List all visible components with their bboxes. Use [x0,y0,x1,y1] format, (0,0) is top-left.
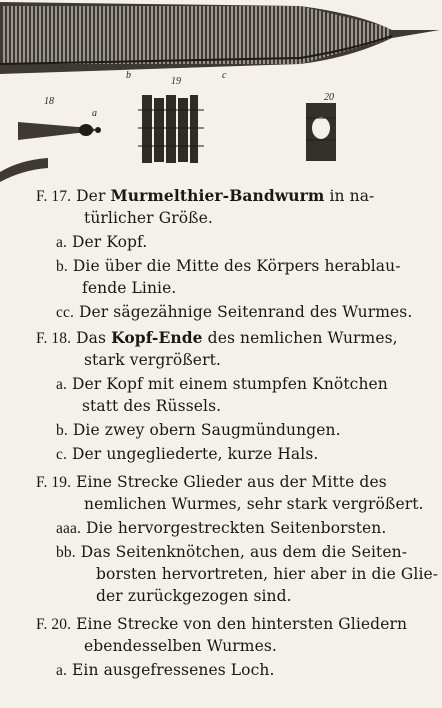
entry-continuation: nemlichen Wurmes, sehr stark vergrößert. [84,495,424,513]
item-continuation: der zurückgezogen sind. [96,587,292,605]
worm-fragment [0,158,48,182]
entry-header: F. 19. Eine Strecke Glieder aus der Mitte des [36,473,387,491]
segment-strip-figure [138,95,204,163]
entry-continuation: stark vergrößert. [84,351,221,369]
item-row: a. Der Kopf. [56,233,148,251]
entry-header: F. 17. Der Murmelthier-Bandwurm in na- [36,186,375,205]
item-continuation: borsten hervortreten, hier aber in die Glie- [96,565,439,583]
item-row: b. Die zwey obern Saugmündungen. [56,421,341,439]
plate-label-a: a [92,108,97,119]
plate-label-c: c [222,70,227,81]
entry-continuation: ebendesselben Wurmes. [84,637,277,655]
item-row: cc. Der sägezähnige Seitenrand des Wurmes. [56,303,413,321]
item-continuation: statt des Rüssels. [82,397,222,415]
item-row: b. Die über die Mitte des Körpers herablau- [56,257,401,275]
item-row: c. Der ungegliederte, kurze Hals. [56,445,319,463]
plate-label-fig18: 18 [44,96,54,107]
species-name: Kopf-Ende [111,328,203,347]
entry-header: F. 20. Eine Strecke von den hintersten Gliedern [36,615,408,633]
engraving-plate [0,0,442,182]
tapeworm-head-figure [18,122,101,140]
hindmost-segments-figure [306,103,336,161]
item-continuation: fende Linie. [82,279,177,297]
tapeworm-body [0,2,440,74]
entry-header: F. 18. Das Kopf-Ende des nemlichen Wurmes, [36,328,398,347]
figure-number: F. 20. [36,616,72,633]
entry-continuation: türlicher Größe. [84,209,213,227]
species-name: Murmelthier-Bandwurm [110,186,325,205]
plate-label-fig19: 19 [171,76,181,87]
figure-number: F. 17. [36,188,72,205]
engraving-illustration [0,0,442,182]
item-row: bb. Das Seitenknötchen, aus dem die Seiten- [56,543,408,561]
plate-label-fig20: 20 [324,92,334,103]
item-row: a. Ein ausgefressenes Loch. [56,661,275,679]
item-row: aaa. Die hervorgestreckten Seitenborsten. [56,519,387,537]
item-row: a. Der Kopf mit einem stumpfen Knötchen [56,375,388,393]
figure-number: F. 18. [36,330,72,347]
figure-number: F. 19. [36,474,72,491]
plate-label-b: b [126,70,131,81]
